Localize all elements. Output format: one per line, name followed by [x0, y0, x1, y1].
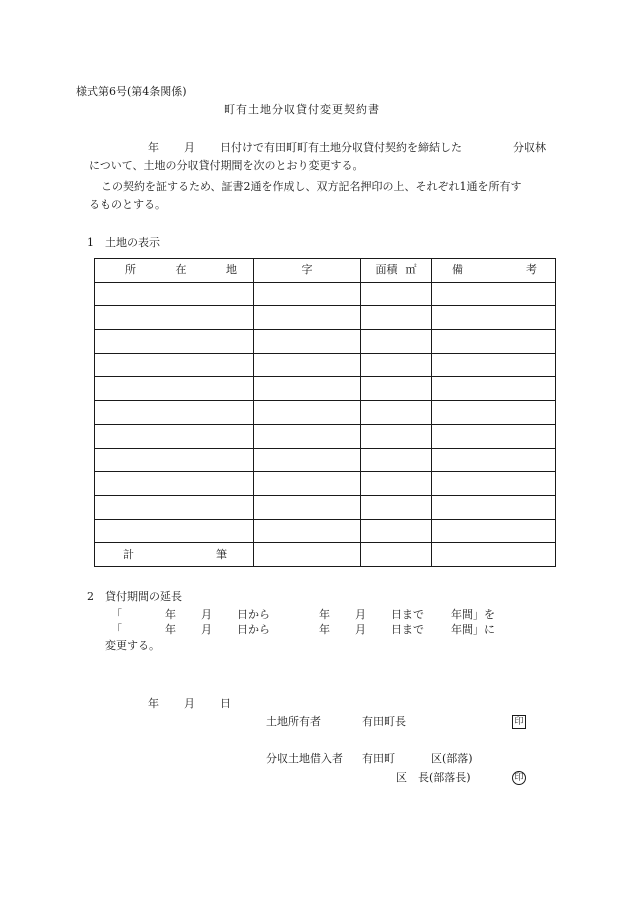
borrower-town: 有田町	[362, 752, 395, 765]
header-area-label: 面積	[375, 263, 398, 277]
intro-line1-end: 分収林	[513, 141, 546, 154]
intro-line3: この契約を証するため、証書2通を作成し、双方記名押印の上、それぞれ1通を所有す	[101, 180, 522, 193]
table-row	[95, 401, 556, 425]
table-cell	[432, 519, 556, 543]
intro-line1: 日付けで有田町町有土地分収貸付契約を締結した	[220, 141, 462, 154]
section2-heading: 2 貸付期間の延長	[87, 590, 182, 603]
section1-heading: 1 土地の表示	[87, 236, 160, 249]
table-cell	[432, 353, 556, 377]
header-location-char: 所	[125, 263, 136, 277]
section2-changed: 変更する。	[105, 639, 160, 652]
table-cell	[95, 306, 254, 330]
header-notes-char: 考	[526, 263, 537, 277]
header-area-unit: ㎡	[405, 263, 417, 277]
period-to-month1: 月	[201, 623, 212, 636]
owner-name: 有田町長	[362, 715, 406, 728]
table-cell	[254, 401, 361, 425]
total-label: 計	[123, 547, 134, 561]
table-cell	[254, 519, 361, 543]
table-cell	[95, 353, 254, 377]
table-cell	[361, 472, 432, 496]
table-cell	[432, 330, 556, 354]
table-cell	[95, 401, 254, 425]
table-cell	[432, 306, 556, 330]
period-from-year2: 年	[319, 608, 330, 621]
period-to-day1: 日から	[237, 623, 270, 636]
table-row	[95, 330, 556, 354]
table-cell	[361, 519, 432, 543]
header-area	[361, 259, 432, 283]
table-cell	[254, 353, 361, 377]
table-cell	[254, 377, 361, 401]
table-cell	[432, 282, 556, 306]
table-cell	[95, 330, 254, 354]
district-head-seal-icon: 印	[512, 771, 526, 785]
table-cell	[361, 306, 432, 330]
intro-line2: について、土地の分収貸付期間を次のとおり変更する。	[89, 159, 364, 172]
intro-line4: るものとする。	[89, 198, 166, 211]
table-cell	[95, 472, 254, 496]
table-cell	[95, 448, 254, 472]
period-to-day2: 日まで	[391, 623, 424, 636]
header-location	[95, 259, 254, 283]
table-row	[95, 353, 556, 377]
period-to-month2: 月	[355, 623, 366, 636]
table-row	[95, 424, 556, 448]
table-cell	[95, 377, 254, 401]
table-cell	[432, 543, 556, 567]
document-title: 町有土地分収貸付変更契約書	[224, 103, 380, 116]
table-cell	[254, 306, 361, 330]
date-month: 月	[184, 697, 195, 710]
table-cell	[361, 353, 432, 377]
table-cell	[254, 543, 361, 567]
table-cell	[432, 377, 556, 401]
table-row	[95, 306, 556, 330]
table-cell	[254, 495, 361, 519]
table-cell	[432, 448, 556, 472]
table-cell	[361, 401, 432, 425]
table-row	[95, 282, 556, 306]
date-day: 日	[220, 697, 231, 710]
table-row	[95, 495, 556, 519]
period-from-bracket: 「	[111, 608, 122, 621]
land-table	[94, 258, 556, 567]
header-location-char: 地	[226, 263, 237, 277]
table-header-row	[95, 259, 556, 283]
table-cell	[95, 495, 254, 519]
header-location-char: 在	[175, 263, 187, 277]
table-cell	[432, 472, 556, 496]
period-from-month1: 月	[201, 608, 212, 621]
table-total-row	[95, 543, 556, 567]
intro-year: 年	[148, 141, 159, 154]
table-cell	[361, 282, 432, 306]
district-head-label: 区 長(部落長)	[396, 771, 471, 784]
owner-label: 土地所有者	[266, 715, 321, 728]
table-cell	[361, 448, 432, 472]
table-cell	[361, 495, 432, 519]
owner-seal-icon: 印	[512, 715, 526, 729]
period-from-years: 年間」を	[451, 608, 495, 621]
table-cell	[254, 472, 361, 496]
period-to-years: 年間」に	[451, 623, 495, 636]
total-label-cell	[95, 543, 254, 567]
table-cell	[361, 543, 432, 567]
table-row	[95, 448, 556, 472]
period-from-day1: 日から	[237, 608, 270, 621]
table-row	[95, 519, 556, 543]
header-aza: 字	[254, 259, 361, 283]
table-cell	[432, 424, 556, 448]
table-cell	[432, 401, 556, 425]
table-cell	[254, 282, 361, 306]
period-from-day2: 日まで	[391, 608, 424, 621]
table-cell	[361, 330, 432, 354]
table-cell	[361, 424, 432, 448]
period-to-bracket: 「	[111, 623, 122, 636]
table-cell	[432, 495, 556, 519]
table-cell	[361, 377, 432, 401]
borrower-district: 区(部落)	[431, 752, 473, 765]
table-cell	[95, 424, 254, 448]
table-cell	[254, 330, 361, 354]
total-unit: 筆	[216, 547, 227, 561]
header-notes-char: 備	[452, 263, 463, 277]
period-to-year2: 年	[319, 623, 330, 636]
table-cell	[254, 448, 361, 472]
form-number: 様式第6号(第4条関係)	[76, 85, 187, 98]
header-notes	[432, 259, 556, 283]
date-year: 年	[148, 697, 159, 710]
table-row	[95, 472, 556, 496]
period-from-year1: 年	[165, 608, 176, 621]
table-cell	[95, 282, 254, 306]
table-cell	[95, 519, 254, 543]
borrower-label: 分収土地借入者	[266, 752, 343, 765]
period-to-year1: 年	[165, 623, 176, 636]
table-cell	[254, 424, 361, 448]
intro-month: 月	[184, 141, 195, 154]
table-row	[95, 377, 556, 401]
period-from-month2: 月	[355, 608, 366, 621]
